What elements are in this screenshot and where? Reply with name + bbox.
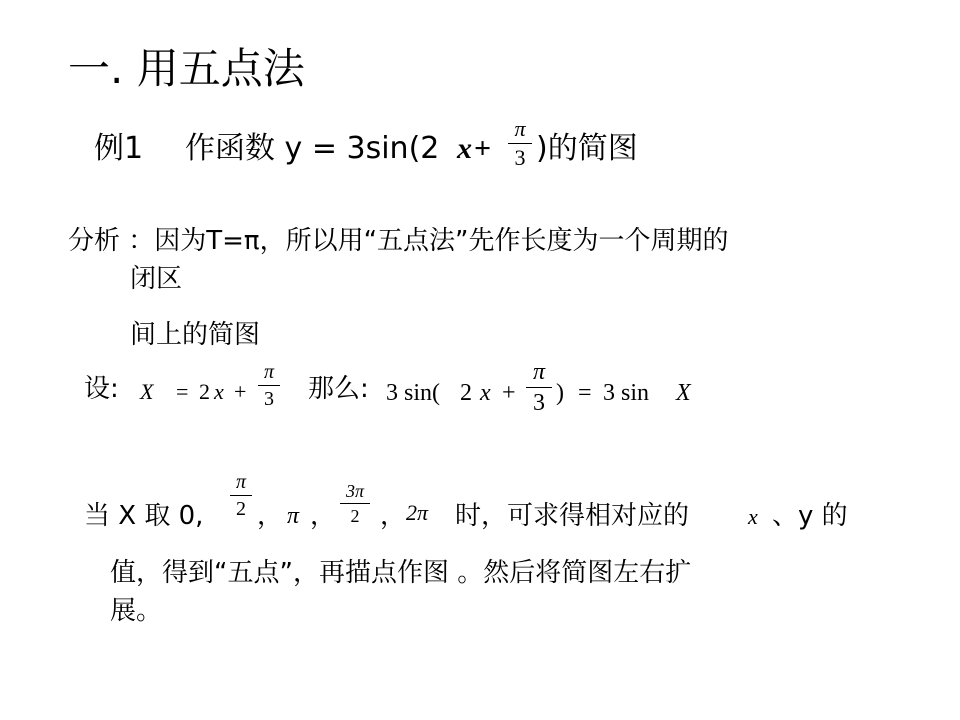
- example-frac-den: 3: [514, 145, 526, 170]
- rhs-eq: =: [578, 380, 592, 406]
- points-two-pi: 2π: [406, 500, 429, 525]
- rhs-frac-den: 3: [533, 390, 545, 416]
- conclusion-line-1: 值，得到“五点”，再描点作图 。然后将简图左右扩: [110, 558, 692, 588]
- let-label: 设:: [84, 374, 119, 404]
- rhs-two: 2: [460, 380, 472, 406]
- points-f2-bar: [340, 503, 370, 504]
- rhs-frac-num: π: [532, 359, 546, 385]
- points-f1-bar: [230, 495, 252, 496]
- example-plus: +: [474, 132, 492, 165]
- example-label: 例1: [94, 131, 144, 166]
- conclusion-line-2: 展。: [110, 596, 163, 626]
- example-fraction: [508, 118, 532, 169]
- points-tail: 、y 的: [772, 501, 848, 531]
- points-x: x: [748, 504, 758, 529]
- example-prefix: 作函数 y = 3sin(2: [185, 131, 440, 166]
- page-title: 一. 用五点法: [68, 44, 305, 93]
- points-prefix: 当 X 取 0,: [84, 501, 204, 531]
- rhs-result: 3 sin: [603, 380, 650, 406]
- points-f1-num: π: [235, 471, 247, 493]
- points-sep-1: ，: [257, 501, 284, 531]
- setup-eq: =: [176, 379, 189, 404]
- setup-plus: +: [234, 379, 247, 404]
- setup-fraction: [258, 362, 280, 409]
- analysis-line-1: 分析 ：因为T=π，所以用“五点法”先作长度为一个周期的: [68, 226, 729, 256]
- points-f2-num: 3π: [345, 481, 365, 501]
- example-x: x: [457, 132, 472, 165]
- example-frac-num: π: [514, 116, 526, 141]
- points-sep-2: ，: [310, 501, 337, 531]
- points-frac-3pi-over-2: [340, 482, 370, 525]
- example-suffix: )的简图: [536, 131, 638, 166]
- setup-two: 2: [199, 379, 210, 404]
- rhs-X: X: [676, 380, 691, 406]
- analysis-line-2: 闭区: [130, 264, 183, 294]
- rhs-frac-bar: [526, 387, 552, 388]
- points-frac-pi-over-2: [230, 472, 252, 519]
- rhs-3sin: 3 sin(: [386, 380, 440, 406]
- setup-X: X: [140, 379, 154, 404]
- setup-frac-bar: [258, 385, 280, 386]
- analysis-line-3: 间上的简图: [130, 320, 261, 350]
- points-f2-den: 2: [350, 506, 360, 526]
- rhs-close: ): [556, 380, 564, 406]
- points-f1-den: 2: [236, 498, 246, 520]
- points-sep-3: ，: [380, 501, 407, 531]
- example-frac-bar: [508, 143, 532, 144]
- points-pi: π: [287, 503, 300, 529]
- rhs-plus: +: [502, 380, 516, 406]
- then-label: 那么:: [308, 374, 369, 404]
- points-mid: 时，可求得相对应的: [455, 501, 690, 531]
- rhs-x: x: [480, 380, 491, 406]
- setup-x: x: [214, 379, 224, 404]
- setup-frac-num: π: [263, 361, 275, 383]
- rhs-fraction: [526, 360, 552, 415]
- setup-frac-den: 3: [264, 388, 274, 410]
